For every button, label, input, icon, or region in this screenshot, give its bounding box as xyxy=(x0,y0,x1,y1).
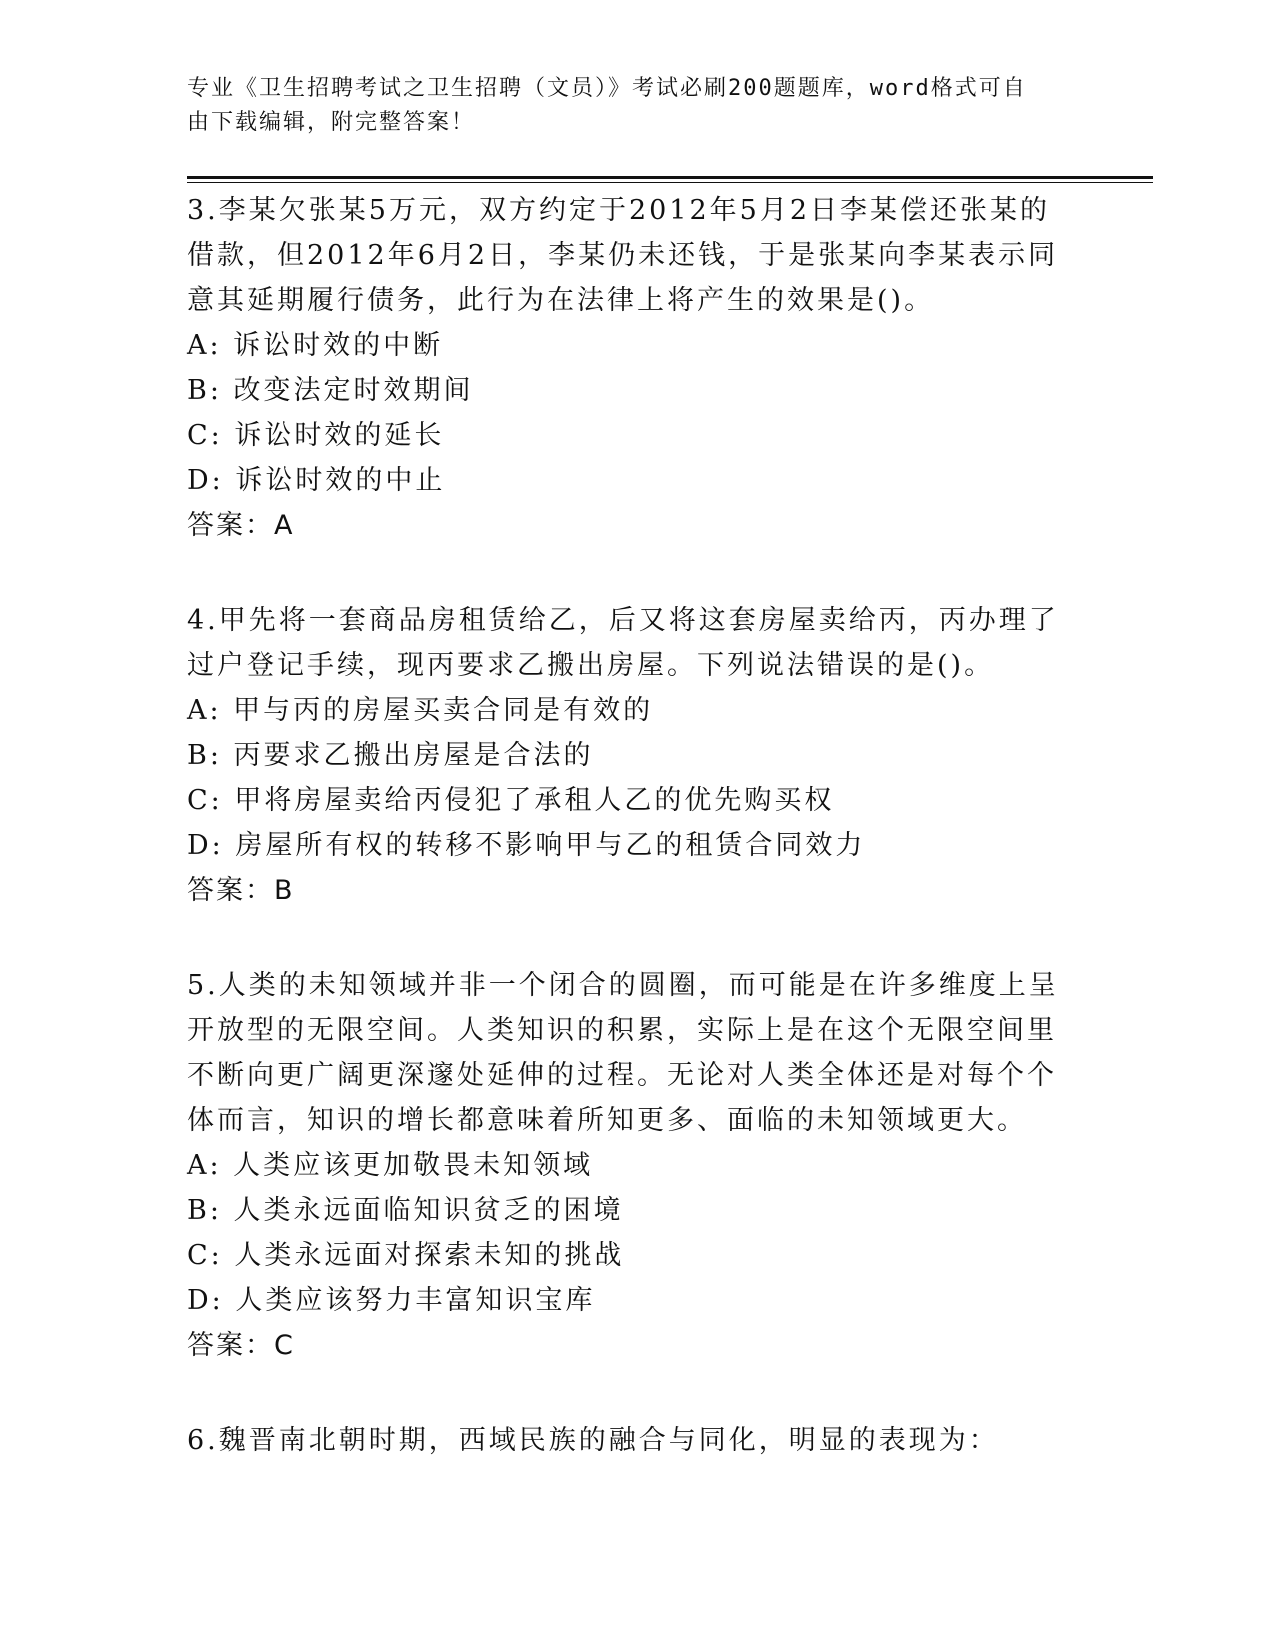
option-b: B: 丙要求乙搬出房屋是合法的 xyxy=(187,740,594,771)
header-line-2: 由下载编辑，附完整答案！ xyxy=(187,110,476,135)
question-3 xyxy=(187,188,1067,548)
option-b: B: 人类永远面临知识贫乏的困境 xyxy=(187,1195,624,1226)
option-a: A: 甲与丙的房屋买卖合同是有效的 xyxy=(187,695,654,726)
header-divider-thin xyxy=(187,182,1153,183)
option-d: D: 人类应该努力丰富知识宝库 xyxy=(187,1285,596,1316)
answer-line: 答案：B xyxy=(187,875,295,906)
option-b: B: 改变法定时效期间 xyxy=(187,375,474,406)
option-a: A: 诉讼时效的中断 xyxy=(187,330,444,361)
option-c: C: 人类永远面对探索未知的挑战 xyxy=(187,1240,625,1271)
header-line-1: 专业《卫生招聘考试之卫生招聘（文员）》考试必刷200题题库，word格式可自 xyxy=(187,76,1027,101)
answer-line: 答案：C xyxy=(187,1330,295,1361)
option-d: D: 房屋所有权的转移不影响甲与乙的租赁合同效力 xyxy=(187,830,866,861)
option-a: A: 人类应该更加敬畏未知领域 xyxy=(187,1150,594,1181)
document-header xyxy=(187,72,1067,140)
question-stem: 4.甲先将一套商品房租赁给乙，后又将这套房屋卖给丙，丙办理了过户登记手续，现丙要求乙搬出房屋。下列说法错误的是()。 xyxy=(187,605,1059,681)
answer-line: 答案：A xyxy=(187,510,295,541)
option-d: D: 诉讼时效的中止 xyxy=(187,465,446,496)
header-divider-thick xyxy=(187,176,1153,179)
question-stem: 3.李某欠张某5万元，双方约定于2012年5月2日李某偿还张某的借款，但2012年6月2日，李某仍未还钱，于是张某向李某表示同意其延期履行债务，此行为在法律上将产生的效果是()。 xyxy=(187,195,1059,316)
question-4 xyxy=(187,598,1067,913)
question-list xyxy=(187,188,1067,1513)
question-stem: 5.人类的未知领域并非一个闭合的圆圈，而可能是在许多维度上呈开放型的无限空间。人类知识的积累，实际上是在这个无限空间里不断向更广阔更深邃处延伸的过程。无论对人类全体还是对每个个体而言，知识的增长都意味着所知更多、面临的未知领域更大。 xyxy=(187,970,1059,1136)
question-stem: 6.魏晋南北朝时期，西域民族的融合与同化，明显的表现为： xyxy=(187,1425,999,1456)
option-c: C: 诉讼时效的延长 xyxy=(187,420,445,451)
option-c: C: 甲将房屋卖给丙侵犯了承租人乙的优先购买权 xyxy=(187,785,835,816)
question-5 xyxy=(187,963,1067,1368)
question-6 xyxy=(187,1418,1067,1463)
